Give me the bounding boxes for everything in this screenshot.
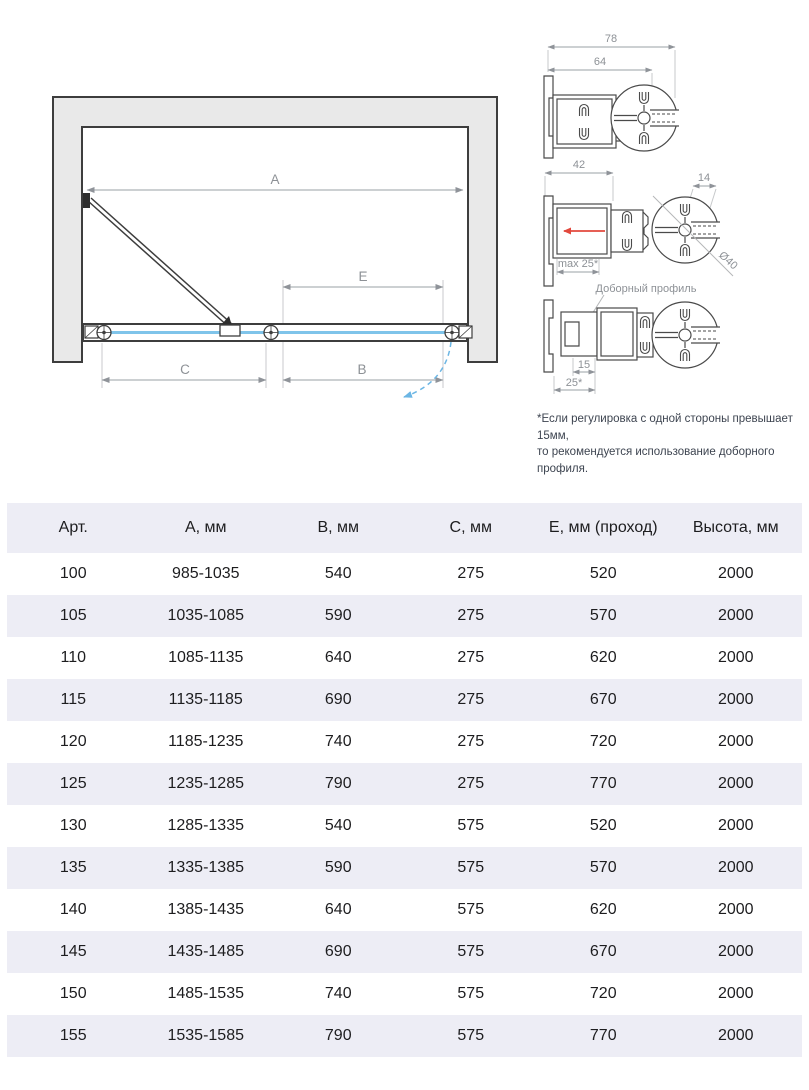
installation-top-view-diagram [0, 0, 520, 470]
profile-middle-width-label: 42 [572, 159, 586, 171]
table-cell: 2000 [717, 901, 754, 918]
column-header: Высота, мм [670, 503, 803, 553]
dimension-b [283, 362, 443, 380]
table-cell: 2000 [717, 817, 754, 834]
profile-middle-diameter-label: Ø40 [716, 249, 740, 273]
column-header: Е, мм (проход) [537, 503, 670, 553]
table-cell: 520 [589, 565, 617, 582]
table-cell: 1385-1435 [167, 901, 244, 918]
table-cell: 640 [324, 901, 352, 918]
table-cell: 670 [537, 679, 670, 721]
table-cell: 540 [324, 565, 352, 582]
dimension-e [283, 269, 443, 287]
footnote-line2: то рекомендуется использование доборного профиля. [537, 446, 775, 475]
profile-cross-sections [520, 0, 809, 405]
table-cell: 770 [537, 763, 670, 805]
profile-middle-slot-label: 14 [697, 172, 711, 184]
table-cell: 275 [405, 595, 538, 637]
table-row [7, 805, 802, 847]
table-cell: 740 [324, 733, 352, 750]
table-cell: 1285-1335 [167, 817, 244, 834]
table-row [7, 553, 802, 595]
header-row [7, 503, 802, 553]
table-cell: 620 [589, 649, 617, 666]
table-row [7, 721, 802, 763]
table-cell: 150 [59, 985, 87, 1002]
profile-top-inner-label: 64 [593, 56, 607, 68]
table-row [7, 637, 802, 679]
table-cell: 135 [7, 847, 140, 889]
table-cell: 690 [272, 679, 405, 721]
table-cell: 125 [7, 763, 140, 805]
table-cell: 115 [7, 679, 140, 721]
table-cell: 100 [59, 565, 87, 582]
table-cell: 120 [59, 733, 87, 750]
table-cell: 790 [272, 1015, 405, 1057]
filler-profile-label: Доборный профиль [595, 283, 697, 295]
table-cell: 520 [589, 817, 617, 834]
door-swing-arc [404, 342, 451, 397]
table-cell: 570 [537, 595, 670, 637]
table-cell: 275 [457, 733, 485, 750]
table-cell: 1485-1535 [167, 985, 244, 1002]
wall-flange [544, 196, 553, 286]
pivot-block [83, 193, 90, 208]
table-cell: 2000 [670, 763, 803, 805]
table-cell: 2000 [670, 595, 803, 637]
table-cell: 1135-1185 [140, 679, 273, 721]
table-cell: 2000 [717, 565, 754, 582]
table-cell: 155 [7, 1015, 140, 1057]
size-table-body [7, 553, 802, 1057]
table-row [7, 763, 802, 805]
table-row [7, 847, 802, 889]
table-cell: 275 [405, 763, 538, 805]
dimension-c-label: C [180, 362, 190, 377]
table-cell: 1535-1585 [140, 1015, 273, 1057]
table-cell: 2000 [670, 679, 803, 721]
column-header: А, мм [140, 503, 273, 553]
dimension-a-label: A [270, 172, 280, 187]
table-cell: 2000 [670, 1015, 803, 1057]
carriage-block [220, 325, 240, 336]
table-row [7, 679, 802, 721]
dimension-e-label: E [358, 269, 368, 284]
table-cell: 1235-1285 [140, 763, 273, 805]
table-cell: 575 [457, 817, 485, 834]
profile-bottom-offset-label: 15 [577, 359, 591, 371]
table-cell: 740 [324, 985, 352, 1002]
profile-top-section [544, 33, 679, 158]
table-cell: 670 [537, 931, 670, 973]
size-table-header [7, 503, 802, 553]
table-row [7, 1015, 802, 1057]
table-cell: 590 [272, 595, 405, 637]
table-cell: 690 [272, 931, 405, 973]
column-header: Арт. [7, 503, 140, 553]
footnote [537, 411, 807, 477]
table-cell: 720 [589, 733, 617, 750]
table-row [7, 889, 802, 931]
table-cell: 590 [272, 847, 405, 889]
table-cell: 575 [457, 985, 485, 1002]
dimension-a [87, 172, 463, 190]
table-cell: 140 [59, 901, 87, 918]
table-cell: 275 [405, 679, 538, 721]
table-cell: 770 [537, 1015, 670, 1057]
table-cell: 1035-1085 [140, 595, 273, 637]
table-cell: 1085-1135 [168, 649, 244, 666]
table-cell: 1435-1485 [140, 931, 273, 973]
table-cell: 275 [457, 649, 485, 666]
table-cell: 575 [405, 1015, 538, 1057]
table-cell: 540 [324, 817, 352, 834]
table-cell: 2000 [670, 931, 803, 973]
table-cell: 985-1035 [171, 565, 240, 582]
profile-bottom-section [544, 283, 720, 394]
table-cell: 2000 [717, 985, 754, 1002]
table-row [7, 931, 802, 973]
table-cell: 130 [59, 817, 87, 834]
table-cell: 720 [589, 985, 617, 1002]
profile-middle-section [544, 159, 740, 286]
table-cell: 275 [457, 565, 485, 582]
table-cell: 1335-1385 [140, 847, 273, 889]
table-cell: 575 [405, 847, 538, 889]
table-cell: 2000 [670, 847, 803, 889]
table-cell: 1185-1235 [168, 733, 244, 750]
wall-flange [544, 300, 553, 372]
table-cell: 110 [60, 649, 86, 666]
table-cell: 570 [537, 847, 670, 889]
size-table [7, 503, 802, 1057]
table-cell: 620 [589, 901, 617, 918]
wall-flange [544, 76, 553, 158]
table-cell: 640 [324, 649, 352, 666]
profile-middle-adjust-label: max 25* [557, 258, 599, 270]
folding-door-panel [83, 193, 240, 336]
table-cell: 2000 [717, 649, 754, 666]
profile-top-width-label: 78 [604, 33, 618, 45]
table-cell: 2000 [717, 733, 754, 750]
dimension-c [102, 362, 266, 380]
table-row [7, 595, 802, 637]
column-header: С, мм [405, 503, 538, 553]
dimension-b-label: B [357, 362, 367, 377]
profile-bottom-adjust-label: 25* [565, 377, 583, 389]
table-cell: 790 [272, 763, 405, 805]
table-cell: 105 [7, 595, 140, 637]
footnote-line1: *Если регулировка с одной стороны превышает 15мм, [537, 413, 793, 442]
table-cell: 145 [7, 931, 140, 973]
table-cell: 575 [405, 931, 538, 973]
table-row [7, 973, 802, 1015]
column-header: В, мм [272, 503, 405, 553]
table-cell: 575 [457, 901, 485, 918]
